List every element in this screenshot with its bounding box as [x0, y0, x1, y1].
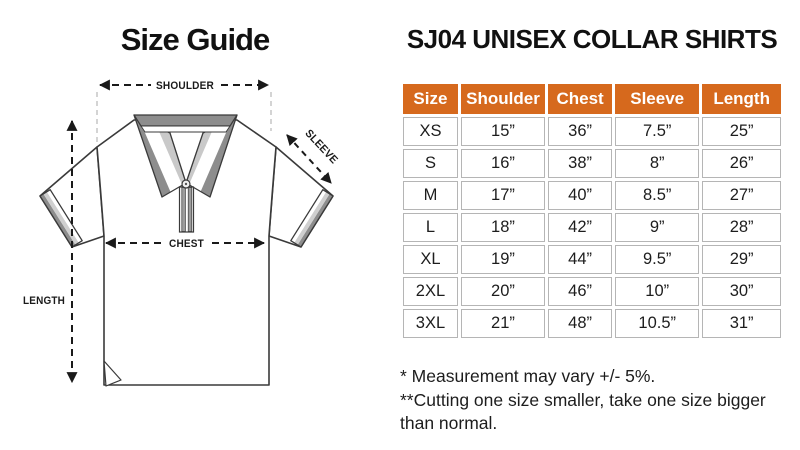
right-sleeve	[269, 147, 333, 247]
table-cell: 9”	[615, 213, 699, 242]
sleeve-label: SLEEVE	[302, 127, 342, 169]
size-chart-panel	[390, 0, 800, 450]
table-cell: 40”	[548, 181, 612, 210]
size-cell: L	[403, 213, 458, 242]
table-cell: 17”	[461, 181, 545, 210]
table-row-xs	[403, 117, 781, 146]
table-cell: 27”	[702, 181, 781, 210]
size-chart-table	[400, 81, 784, 341]
table-cell: 7.5”	[615, 117, 699, 146]
column-header-chest: Chest	[548, 84, 612, 114]
table-cell: 8.5”	[615, 181, 699, 210]
table-cell: 29”	[702, 245, 781, 274]
polo-shirt-measurement-diagram	[0, 60, 390, 405]
table-cell: 19”	[461, 245, 545, 274]
table-cell: 31”	[702, 309, 781, 338]
table-cell: 10.5”	[615, 309, 699, 338]
size-guide-title: Size Guide	[120, 22, 270, 57]
table-cell: 10”	[615, 277, 699, 306]
column-header-sleeve: Sleeve	[615, 84, 699, 114]
collar-button	[182, 180, 190, 188]
table-row-2xl	[403, 277, 781, 306]
table-cell: 26”	[702, 149, 781, 178]
footnote-cutting-advice: **Cutting one size smaller, take one size bigger than normal.	[400, 389, 766, 433]
table-cell: 25”	[702, 117, 781, 146]
table-cell: 30”	[702, 277, 781, 306]
table-cell: 36”	[548, 117, 612, 146]
size-cell: 3XL	[403, 309, 458, 338]
size-cell: XS	[403, 117, 458, 146]
table-cell: 8”	[615, 149, 699, 178]
column-header-size: Size	[403, 84, 458, 114]
table-row-xl	[403, 245, 781, 274]
table-cell: 38”	[548, 149, 612, 178]
table-row-3xl	[403, 309, 781, 338]
table-cell: 48”	[548, 309, 612, 338]
size-cell: S	[403, 149, 458, 178]
table-cell: 28”	[702, 213, 781, 242]
table-cell: 21”	[461, 309, 545, 338]
table-cell: 46”	[548, 277, 612, 306]
product-title: SJ04 UNISEX COLLAR SHIRTS	[406, 24, 778, 54]
placket	[180, 187, 194, 232]
table-row-s	[403, 149, 781, 178]
size-cell: XL	[403, 245, 458, 274]
table-cell: 20”	[461, 277, 545, 306]
size-guide-panel	[0, 0, 390, 450]
table-cell: 42”	[548, 213, 612, 242]
table-cell: 16”	[461, 149, 545, 178]
size-cell: M	[403, 181, 458, 210]
table-cell: 15”	[461, 117, 545, 146]
table-cell: 18”	[461, 213, 545, 242]
length-label: LENGTH	[23, 295, 65, 307]
chest-label: CHEST	[169, 238, 205, 250]
footnotes	[400, 365, 784, 434]
table-header-row	[403, 84, 781, 114]
footnote-measurement-tolerance: * Measurement may vary +/- 5%.	[400, 366, 656, 386]
size-cell: 2XL	[403, 277, 458, 306]
table-cell: 9.5”	[615, 245, 699, 274]
table-row-m	[403, 181, 781, 210]
table-cell: 44”	[548, 245, 612, 274]
column-header-length: Length	[702, 84, 781, 114]
shoulder-label: SHOULDER	[156, 80, 214, 92]
table-row-l	[403, 213, 781, 242]
column-header-shoulder: Shoulder	[461, 84, 545, 114]
